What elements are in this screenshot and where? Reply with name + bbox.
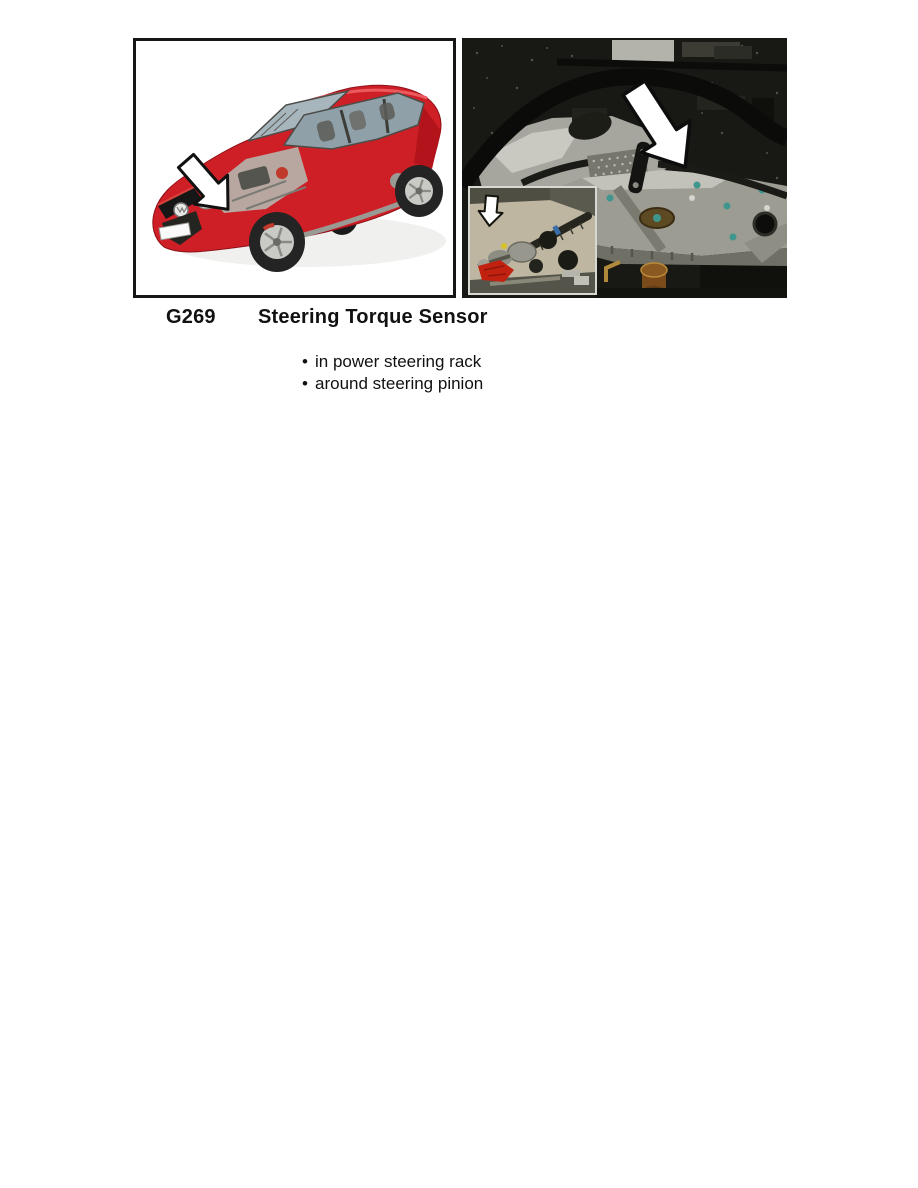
rear-wheel xyxy=(395,165,443,217)
underbody-photo-art xyxy=(462,38,787,298)
component-details-list xyxy=(302,352,483,396)
component-code: G269 xyxy=(166,306,216,328)
list-item xyxy=(302,374,483,396)
detail-text: around steering pinion xyxy=(315,374,484,393)
inset-photo xyxy=(468,186,597,295)
component-name: Steering Torque Sensor xyxy=(258,306,488,328)
car-cutaway-figure xyxy=(133,38,456,298)
bullet-icon: • xyxy=(302,374,308,393)
bullet-icon: • xyxy=(302,352,308,371)
front-wheel xyxy=(249,212,305,272)
car-cutaway-art xyxy=(136,41,453,295)
list-item xyxy=(302,352,483,374)
underbody-photo-figure xyxy=(462,38,787,298)
detail-text: in power steering rack xyxy=(315,352,482,371)
bottom-band xyxy=(595,288,787,298)
